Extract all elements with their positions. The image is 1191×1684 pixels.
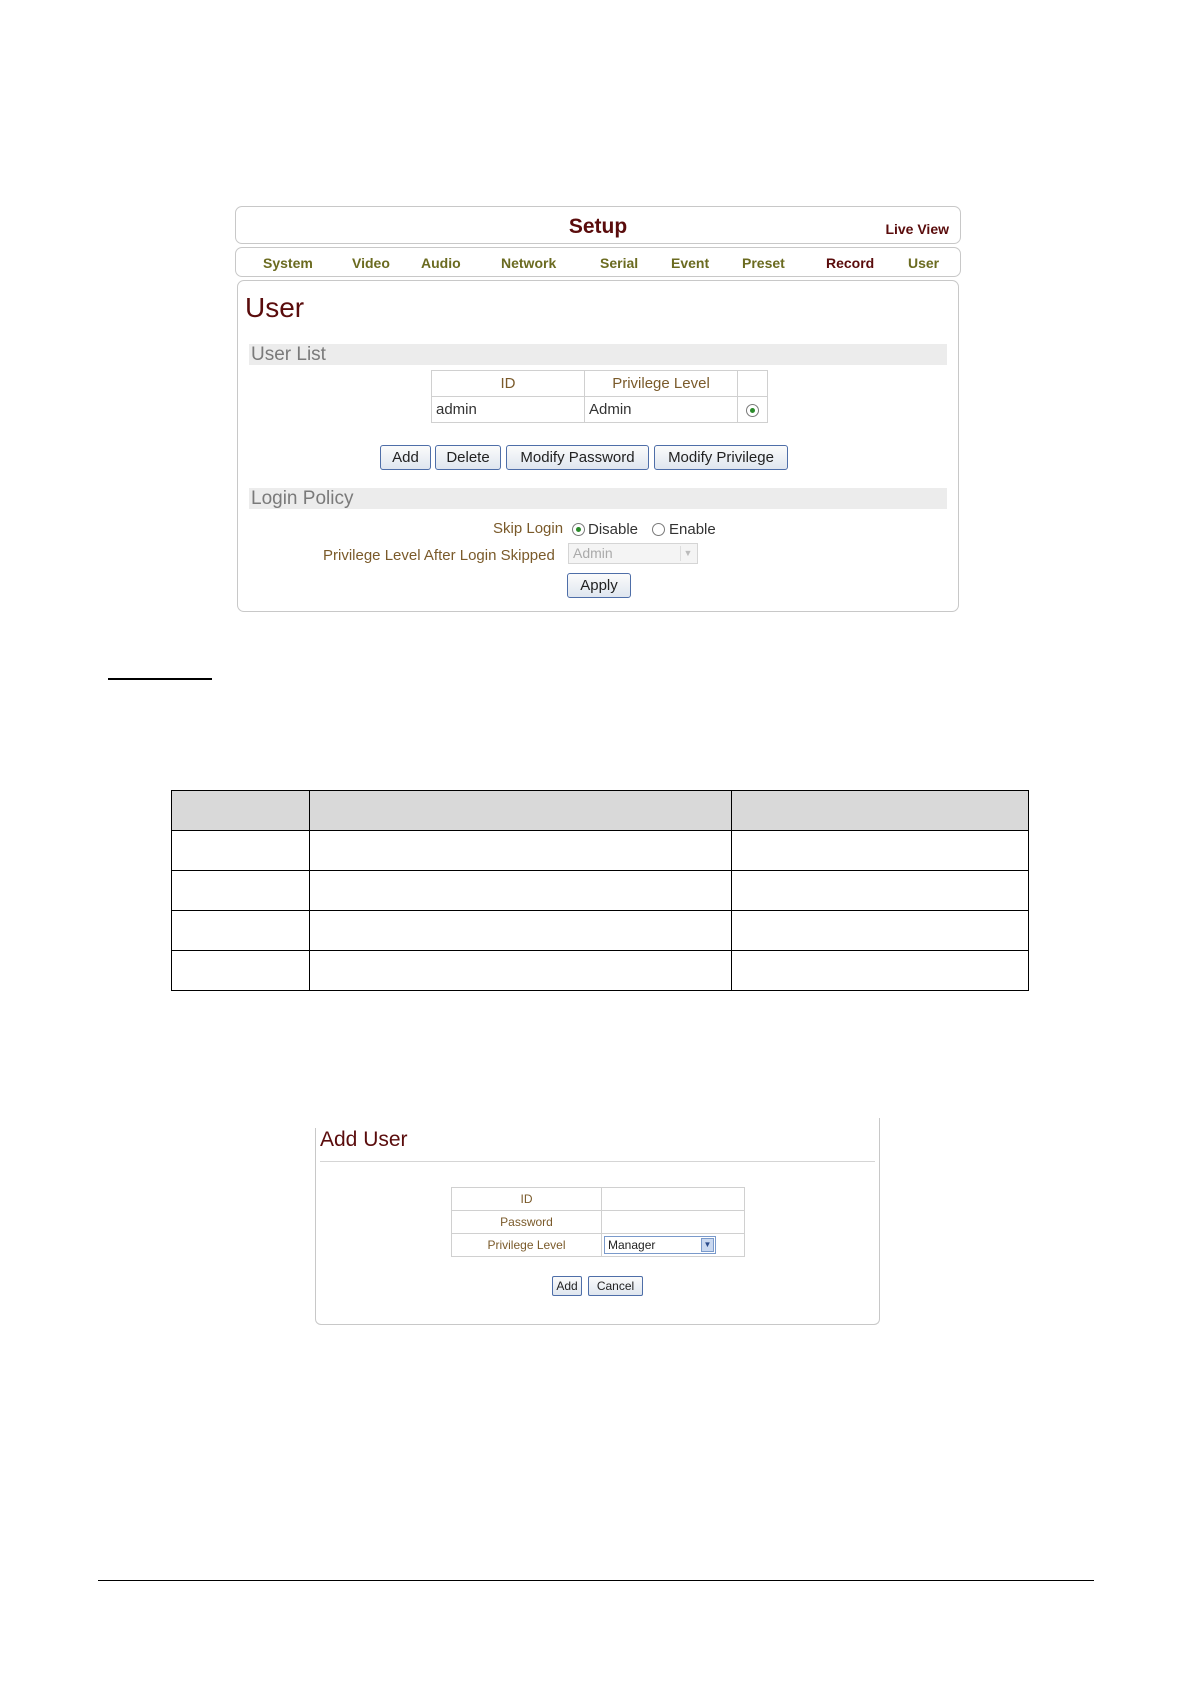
cancel-button[interactable]: Cancel xyxy=(588,1276,643,1296)
user-list-table xyxy=(431,370,768,423)
skip-login-disable-radio[interactable] xyxy=(572,523,585,536)
user-list-heading: User List xyxy=(251,344,326,365)
table-row xyxy=(172,911,1029,951)
setup-title-bar xyxy=(235,206,961,244)
privilege-after-skip-label: Privilege Level After Login Skipped xyxy=(323,547,555,564)
user-privilege-cell: Admin xyxy=(585,397,738,423)
skip-login-label: Skip Login xyxy=(493,520,564,537)
nav-item-serial[interactable]: Serial xyxy=(600,255,639,271)
skip-login-disable-label: Disable xyxy=(588,521,639,538)
live-view-link[interactable]: Live View xyxy=(885,221,949,237)
nav-item-preset[interactable]: Preset xyxy=(742,255,785,271)
privilege-level-select[interactable] xyxy=(604,1236,716,1254)
user-list-section xyxy=(249,344,947,365)
heading-underline xyxy=(108,678,212,680)
nav-item-system[interactable]: System xyxy=(263,255,313,271)
login-policy-heading: Login Policy xyxy=(251,488,354,509)
add-user-title: Add User xyxy=(320,1128,408,1151)
select-column-header xyxy=(738,371,768,397)
chevron-down-icon: ▼ xyxy=(701,1238,714,1252)
privilege-level-label: Privilege Level xyxy=(452,1234,602,1257)
chevron-down-icon: ▼ xyxy=(680,546,695,561)
nav-item-event[interactable]: Event xyxy=(671,255,710,271)
skip-login-enable-radio[interactable] xyxy=(652,523,665,536)
modify-privilege-button[interactable]: Modify Privilege xyxy=(654,445,788,470)
table-header-row xyxy=(172,791,1029,831)
page-title: User xyxy=(245,292,305,323)
user-select-radio[interactable] xyxy=(746,404,759,417)
privilege-after-skip-value: Admin xyxy=(573,545,613,561)
privilege-after-skip-select xyxy=(568,543,698,564)
apply-button[interactable]: Apply xyxy=(567,573,631,598)
footer-rule xyxy=(98,1580,1094,1581)
modify-password-button[interactable]: Modify Password xyxy=(506,445,649,470)
add-user-panel xyxy=(315,1118,880,1325)
table-row xyxy=(172,951,1029,991)
nav-item-record[interactable]: Record xyxy=(826,255,875,271)
divider xyxy=(320,1161,875,1162)
table-row xyxy=(172,871,1029,911)
privilege-column-header: Privilege Level xyxy=(585,371,738,397)
setup-title: Setup xyxy=(568,215,628,238)
id-field-label: ID xyxy=(452,1188,602,1211)
password-field-label: Password xyxy=(452,1211,602,1234)
id-field[interactable] xyxy=(602,1188,745,1211)
nav-item-video[interactable]: Video xyxy=(352,255,390,271)
nav-item-audio[interactable]: Audio xyxy=(421,255,461,271)
id-column-header: ID xyxy=(432,371,585,397)
user-select-cell xyxy=(738,397,768,423)
nav-item-user[interactable]: User xyxy=(908,255,940,271)
password-field[interactable] xyxy=(602,1211,745,1234)
user-id-cell: admin xyxy=(432,397,585,423)
user-panel xyxy=(237,280,959,612)
delete-user-button[interactable]: Delete xyxy=(435,445,501,470)
login-policy-section xyxy=(249,488,947,509)
add-button[interactable]: Add xyxy=(552,1276,582,1296)
table-row[interactable] xyxy=(432,397,768,423)
add-user-form xyxy=(451,1187,745,1257)
nav-item-network[interactable]: Network xyxy=(501,255,557,271)
setup-nav xyxy=(235,247,961,277)
table-row xyxy=(172,831,1029,871)
privilege-level-value: Manager xyxy=(608,1238,656,1252)
add-user-button[interactable]: Add xyxy=(380,445,431,470)
skip-login-enable-label: Enable xyxy=(669,521,716,538)
description-table xyxy=(171,790,1029,991)
